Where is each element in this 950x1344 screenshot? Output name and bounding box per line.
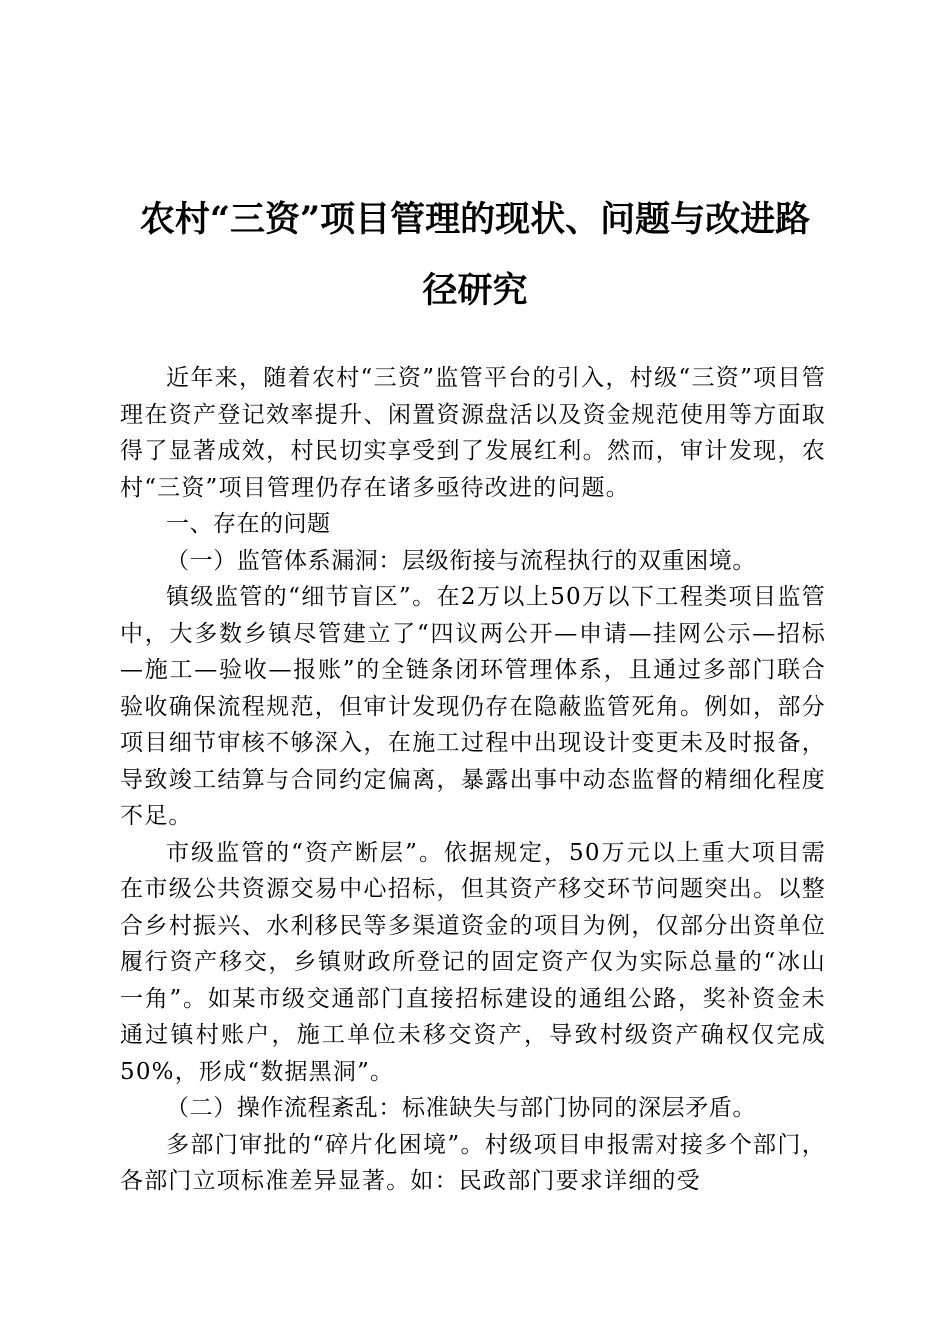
paragraph-city-supervision: 市级监管的“资产断层”。依据规定，50万元以上重大项目需在市级公共资源交易中心招标，但其资产移交环节问题突出。以整合乡村振兴、水利移民等多渠道资金的项目为例，仅部分出资单位履行资产移交，乡镇财政所登记的固定资产仅为实际总量的“冰山一角”。如某市级交通部门直接招标建设的通组公路，奖补资金未通过镇村账户，施工单位未移交资产，导致村级资产确权仅完成50%，形成“数据黑洞”。: [120, 839, 826, 1085]
subsection-heading-2: （二）操作流程紊乱：标准缺失与部门协同的深层矛盾。: [166, 1095, 756, 1121]
document-body: [120, 360, 826, 1200]
paragraph-town-supervision: 镇级监管的“细节盲区”。在2万以上50万以下工程类项目监管中，大多数乡镇尽管建立了“四议两公开—申请—挂网公示—招标—施工—验收—报账”的全链条闭环管理体系，且通过多部门联合验收确保流程规范，但审计发现仍存在隐蔽监管死角。例如，部分项目细节审核不够深入，在施工过程中出现设计变更未及时报备，导致竣工结算与合同约定偏离，暴露出事中动态监督的精细化程度不足。: [120, 584, 826, 829]
subsection-heading-1: （一）监管体系漏洞：层级衔接与流程执行的双重困境。: [166, 547, 756, 574]
paragraph-intro: 近年来，随着农村“三资”监管平台的引入，村级“三资”项目管理在资产登记效率提升、闲置资源盘活以及资金规范使用等方面取得了显著成效，村民切实享受到了发展红利。然而，审计发现，农村“三资”项目管理仍存在诸多亟待改进的问题。: [120, 365, 826, 501]
document-title-line-2: 径研究: [422, 270, 528, 311]
section-heading: 一、存在的问题: [166, 511, 331, 537]
document-title-line-1: 农村“三资”项目管理的现状、问题与改进路: [139, 199, 811, 240]
paragraph-multi-department: 多部门审批的“碎片化困境”。村级项目申报需对接多个部门，各部门立项标准差异显著。如：民政部门要求详细的受: [120, 1131, 826, 1194]
